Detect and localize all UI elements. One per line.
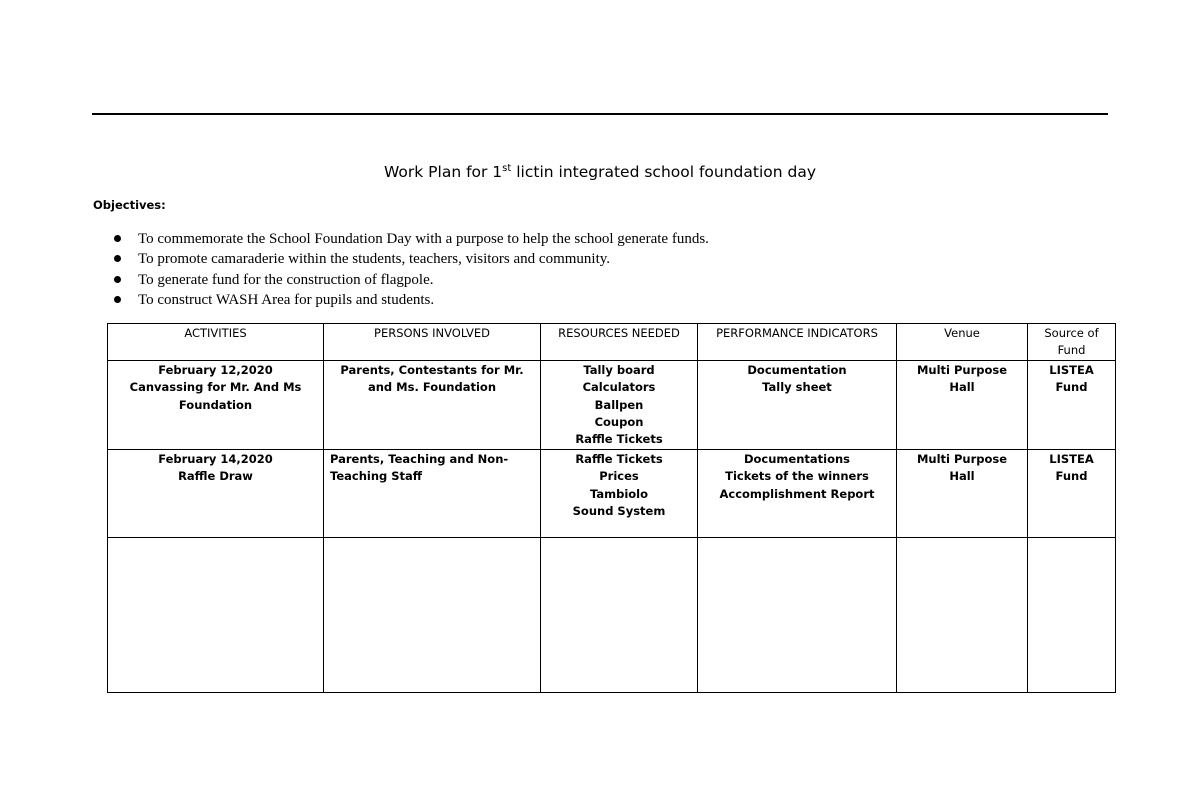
resource-item: Tambiolo <box>589 486 649 501</box>
fund-cell: LISTEA Fund <box>1028 360 1116 449</box>
title-suffix: lictin integrated school foundation day <box>511 163 817 181</box>
resource-item: Tally board <box>583 362 655 377</box>
venue-cell: Multi Purpose Hall <box>897 449 1028 537</box>
table-row <box>108 360 1116 449</box>
indicators-cell <box>698 449 897 537</box>
activity-date: February 14,2020 <box>158 451 273 466</box>
empty-cell <box>324 537 541 692</box>
header-resources-needed: RESOURCES NEEDED <box>541 324 698 361</box>
bullet-icon <box>114 296 121 303</box>
table-row <box>108 449 1116 537</box>
resource-item: Prices <box>599 469 639 484</box>
empty-cell <box>897 537 1028 692</box>
activity-name: Canvassing for Mr. And Ms <box>129 380 302 395</box>
resources-cell <box>541 449 698 537</box>
objectives-label: Objectives: <box>93 198 166 212</box>
empty-cell <box>541 537 698 692</box>
fund-cell: LISTEA Fund <box>1028 449 1116 537</box>
bullet-icon <box>114 235 121 242</box>
objective-text: To commemorate the School Foundation Day with a purpose to help the school generate funds. <box>138 231 709 247</box>
bullet-icon <box>114 276 121 283</box>
empty-cell <box>108 537 324 692</box>
title-superscript: st <box>502 163 512 174</box>
resources-cell <box>541 360 698 449</box>
activity-date: February 12,2020 <box>158 362 273 377</box>
venue-cell: Multi Purpose Hall <box>897 360 1028 449</box>
resource-item: Raffle Tickets <box>575 451 663 466</box>
indicator-item: Tickets of the winners <box>725 469 869 484</box>
header-performance-indicators: PERFORMANCE INDICATORS <box>698 324 897 361</box>
header-activities: ACTIVITIES <box>108 324 324 361</box>
activity-name-cont: Foundation <box>178 397 253 412</box>
header-persons-involved: PERSONS INVOLVED <box>324 324 541 361</box>
resource-item: Coupon <box>594 415 644 430</box>
title-prefix: Work Plan for 1 <box>383 163 503 181</box>
activity-cell <box>108 360 324 449</box>
document-title <box>0 161 1200 183</box>
indicators-cell <box>698 360 897 449</box>
table-row-empty <box>108 537 1116 692</box>
resource-item: Sound System <box>572 504 666 519</box>
indicator-item: Accomplishment Report <box>719 486 875 501</box>
work-plan-table <box>107 323 1116 693</box>
persons-cell: Parents, Contestants for Mr. and Ms. Foundation <box>324 360 541 449</box>
empty-cell <box>1028 537 1116 692</box>
bullet-icon <box>114 255 121 262</box>
activity-cell <box>108 449 324 537</box>
objective-text: To construct WASH Area for pupils and students. <box>138 292 435 308</box>
header-source-of-fund: Source of Fund <box>1028 324 1116 361</box>
indicator-item: Documentations <box>743 451 851 466</box>
header-rule <box>92 113 1108 115</box>
indicator-item: Documentation <box>747 362 847 377</box>
resource-item: Raffle Tickets <box>575 432 663 447</box>
objective-text: To generate fund for the construction of flagpole. <box>138 272 434 288</box>
table-header-row <box>108 324 1116 361</box>
persons-cell: Parents, Teaching and Non-Teaching Staff <box>324 449 541 537</box>
resource-item: Calculators <box>582 380 656 395</box>
resource-item: Ballpen <box>594 397 644 412</box>
empty-cell <box>698 537 897 692</box>
indicator-item: Tally sheet <box>762 380 832 395</box>
objective-text: To promote camaraderie within the students, teachers, visitors and community. <box>138 251 611 267</box>
activity-name: Raffle Draw <box>178 469 253 484</box>
header-venue: Venue <box>897 324 1028 361</box>
